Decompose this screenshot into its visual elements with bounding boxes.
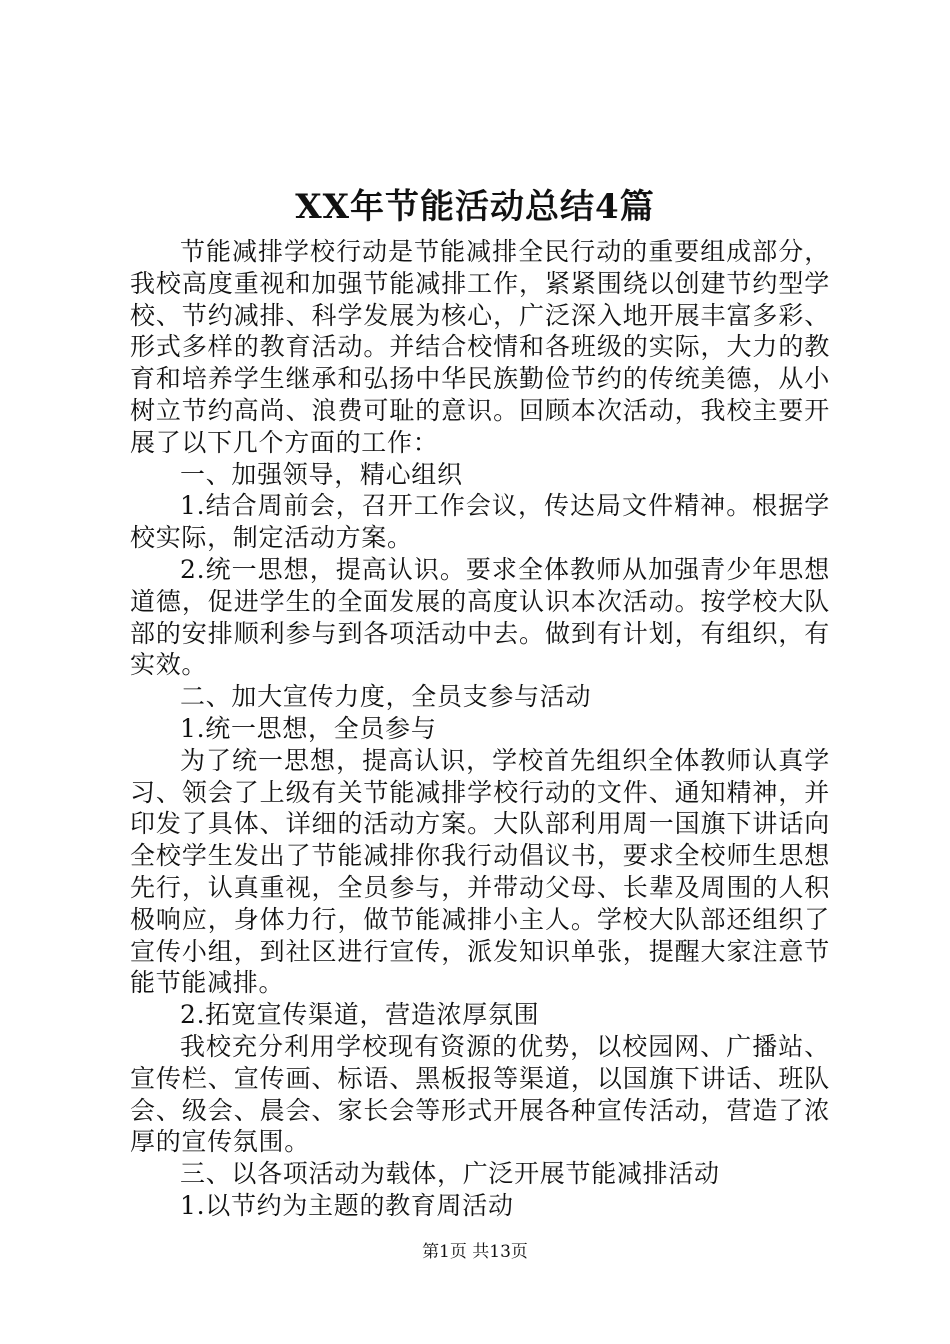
paragraph-2-2: 我校充分利用学校现有资源的优势，以校园网、广播站、宣传栏、宣传画、标语、黑板报等渠道，以国旗下讲话、班队会、级会、晨会、家长会等形式开展各种宣传活动，营造了浓厚的宣传氛围。 [130,1031,830,1157]
section-heading-3: 三、以各项活动为载体，广泛开展节能减排活动 [180,1159,720,1189]
paragraph-intro: 节能减排学校行动是节能减排全民行动的重要组成部分，我校高度重视和加强节能减排工作，紧紧围绕以创建节约型学校、节约减排、科学发展为核心，广泛深入地开展丰富多彩、形式多样的教育活动。并结合校情和各班级的实际，大力的教育和培养学生继承和弘扬中华民族勤俭节约的传统美德，从小树立节约高尚、浪费可耻的意识。回顾本次活动，我校主要开展了以下几个方面的工作： [130,237,830,457]
paragraph-2-1: 为了统一思想，提高认识，学校首先组织全体教师认真学习、领会了上级有关节能减排学校行动的文件、通知精神，并印发了具体、详细的活动方案。大队部利用周一国旗下讲话向全校学生发出了节能减排你我行动倡议书，要求全校师生思想先行，认真重视，全员参与，并带动父母、长辈及周围的人积极响应，身体力行，做节能减排小主人。学校大队部还组织了宣传小组，到社区进行宣传，派发知识单张，提醒大家注意节能节能减排。 [130,745,830,998]
subsection-heading-3-1: 1.以节约为主题的教育周活动 [180,1190,514,1220]
page-footer: 第1页 共13页 [422,1242,528,1262]
document-body [130,236,830,1222]
section-heading-2: 二、加大宣传力度，全员支参与活动 [180,682,592,712]
page-title: XX年节能活动总结4篇 [295,187,655,227]
subsection-heading-2-1: 1.统一思想，全员参与 [180,713,437,743]
paragraph-1-2: 2.统一思想，提高认识。要求全体教师从加强青少年思想道德，促进学生的全面发展的高度认识本次活动。按学校大队部的安排顺利参与到各项活动中去。做到有计划，有组织，有实效。 [130,554,830,680]
section-heading-1: 一、加强领导，精心组织 [180,459,463,489]
subsection-heading-2-2: 2.拓宽宣传渠道，营造浓厚氛围 [180,1000,540,1030]
paragraph-1-1: 1.结合周前会，召开工作会议，传达局文件精神。根据学校实际，制定活动方案。 [130,491,830,553]
